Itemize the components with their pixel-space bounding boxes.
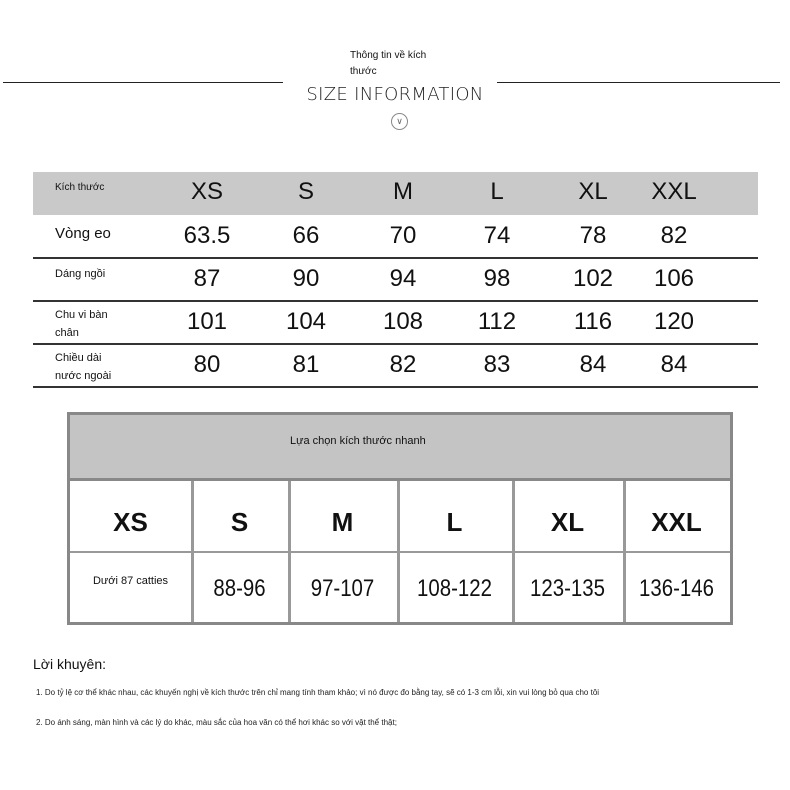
advice-note-1: 1. Do tỷ lệ cơ thể khác nhau, các khuyến nghị về kích thước trên chỉ mang tính tham khảo; vì nó được đo bằng tay, sẽ có 1-3 cm lỗi, xin vui lòng bỏ qua cho tôi	[36, 688, 600, 697]
size-value: 83	[483, 351, 511, 378]
size-value: 87	[193, 265, 221, 292]
row-divider	[33, 257, 758, 259]
section-title: SIZE INFORMATION	[306, 84, 484, 105]
quick-size-m: M	[331, 507, 354, 537]
size-value: 70	[389, 222, 417, 249]
size-value: 82	[389, 351, 417, 378]
size-col-l: L	[490, 178, 504, 205]
advice-title: Lời khuyên:	[33, 656, 107, 672]
weight-range: 97-107	[310, 575, 375, 602]
column-divider	[288, 481, 291, 622]
size-value: 66	[292, 222, 320, 249]
size-col-m: M	[393, 178, 413, 205]
quick-size-xl: XL	[550, 507, 585, 537]
row-divider	[33, 343, 758, 345]
size-value: 98	[483, 265, 511, 292]
size-header-label: Kích thước	[55, 182, 105, 193]
weight-range: Dưới 87 catties	[92, 575, 169, 587]
row-label: Chu vi bàn chân	[55, 309, 108, 339]
size-value: 106	[653, 265, 695, 292]
size-value: 104	[285, 308, 327, 335]
size-value: 102	[572, 265, 614, 292]
size-value: 80	[193, 351, 221, 378]
size-value: 84	[579, 351, 607, 378]
weight-range: 88-96	[213, 575, 266, 602]
quick-table-title: Lựa chọn kích thước nhanh	[290, 435, 426, 447]
size-value: 108	[382, 308, 424, 335]
size-value: 63.5	[183, 222, 231, 249]
row-label: Chiều dài nước ngoài	[55, 352, 112, 382]
size-value: 90	[292, 265, 320, 292]
divider-right	[497, 82, 780, 83]
column-divider	[512, 481, 515, 622]
size-value: 81	[292, 351, 320, 378]
quick-table-header	[70, 415, 730, 481]
size-col-xxl: XXL	[651, 178, 697, 205]
quick-size-xxl: XXL	[651, 507, 702, 537]
advice-note-2: 2. Do ánh sáng, màn hình và các lý do khác, màu sắc của hoa văn có thể hơi khác so với vật thể thật;	[36, 718, 397, 727]
column-divider	[623, 481, 626, 622]
column-divider	[191, 481, 194, 622]
divider-left	[3, 82, 283, 83]
row-divider	[33, 386, 758, 388]
row-divider	[33, 300, 758, 302]
size-value: 120	[653, 308, 695, 335]
size-value: 101	[186, 308, 228, 335]
size-col-xl: XL	[578, 178, 608, 205]
weight-range: 136-146	[639, 575, 714, 602]
size-value: 112	[477, 308, 517, 335]
row-label: Dáng ngồi	[55, 268, 106, 280]
quick-size-table	[67, 412, 733, 625]
weight-range: 123-135	[530, 575, 605, 602]
size-value: 94	[389, 265, 417, 292]
size-value: 116	[573, 308, 613, 335]
size-value: 74	[483, 222, 511, 249]
quick-size-xs: XS	[113, 507, 148, 537]
size-value: 78	[579, 222, 607, 249]
quick-size-s: S	[230, 507, 249, 537]
row-label: Vòng eo	[55, 225, 111, 242]
row-divider	[70, 551, 730, 553]
size-col-xs: XS	[190, 178, 223, 205]
size-col-s: S	[297, 178, 314, 205]
chevron-down-icon: ∨	[391, 113, 408, 130]
size-value: 84	[660, 351, 688, 378]
column-divider	[397, 481, 400, 622]
weight-range: 108-122	[417, 575, 492, 602]
quick-size-l: L	[446, 507, 463, 537]
section-subtitle: Thông tin về kích thước	[350, 50, 427, 77]
size-value: 82	[660, 222, 688, 249]
